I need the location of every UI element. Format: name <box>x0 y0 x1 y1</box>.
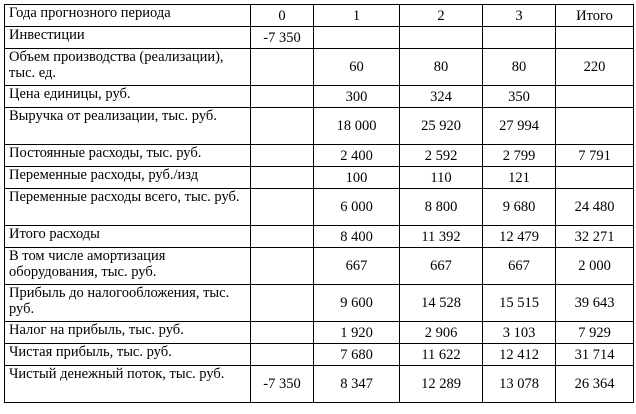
row-label: Налог на прибыль, тыс. руб. <box>5 322 251 344</box>
cell-year-3: 2 799 <box>483 145 556 167</box>
cell-year-0 <box>251 344 314 366</box>
cell-year-2: 25 920 <box>400 108 483 145</box>
table-row <box>5 167 634 189</box>
cell-year-0 <box>251 322 314 344</box>
cell-year-1: 8 347 <box>314 366 400 403</box>
table-row <box>5 344 634 366</box>
table-row <box>5 285 634 322</box>
cell-year-0 <box>251 167 314 189</box>
cell-year-2: 12 289 <box>400 366 483 403</box>
cell-year-3: 667 <box>483 248 556 285</box>
table-row <box>5 366 634 403</box>
cell-year-0: -7 350 <box>251 366 314 403</box>
row-label: Переменные расходы всего, тыс. руб. <box>5 189 251 226</box>
cell-year-3: 27 994 <box>483 108 556 145</box>
cell-year-0 <box>251 145 314 167</box>
cell-year-1: 9 600 <box>314 285 400 322</box>
row-label: Итого расходы <box>5 226 251 248</box>
cell-year-2: 2 906 <box>400 322 483 344</box>
header-cell-year-0: 0 <box>251 5 314 27</box>
cell-year-0 <box>251 189 314 226</box>
cell-year-1: 100 <box>314 167 400 189</box>
cell-year-3 <box>483 27 556 49</box>
cell-year-0: -7 350 <box>251 27 314 49</box>
table-row <box>5 226 634 248</box>
cell-total <box>556 167 634 189</box>
cell-year-1: 60 <box>314 49 400 86</box>
cell-year-2 <box>400 27 483 49</box>
cell-year-1: 8 400 <box>314 226 400 248</box>
table-row <box>5 322 634 344</box>
cell-total <box>556 108 634 145</box>
row-label: Цена единицы, руб. <box>5 86 251 108</box>
cell-total: 24 480 <box>556 189 634 226</box>
row-label: Чистый денежный поток, тыс. руб. <box>5 366 251 403</box>
header-cell-year-1: 1 <box>314 5 400 27</box>
header-cell-total: Итого <box>556 5 634 27</box>
cell-year-3: 13 078 <box>483 366 556 403</box>
cell-year-2: 8 800 <box>400 189 483 226</box>
table-row <box>5 189 634 226</box>
row-label: Прибыль до налогообложения, тыс. руб. <box>5 285 251 322</box>
row-label: Переменные расходы, руб./изд <box>5 167 251 189</box>
cell-total: 39 643 <box>556 285 634 322</box>
table-row <box>5 27 634 49</box>
forecast-table <box>4 4 634 403</box>
cell-year-0 <box>251 248 314 285</box>
cell-year-3: 9 680 <box>483 189 556 226</box>
cell-year-3: 121 <box>483 167 556 189</box>
cell-year-0 <box>251 108 314 145</box>
table-row <box>5 86 634 108</box>
cell-year-0 <box>251 49 314 86</box>
table-row <box>5 49 634 86</box>
row-label: Выручка от реализации, тыс. руб. <box>5 108 251 145</box>
cell-year-1: 6 000 <box>314 189 400 226</box>
table-header-row <box>5 5 634 27</box>
row-label: Объем производства (реализации), тыс. ед. <box>5 49 251 86</box>
row-label: В том числе амортизация оборудования, тыс. руб. <box>5 248 251 285</box>
cell-total: 31 714 <box>556 344 634 366</box>
cell-year-1: 2 400 <box>314 145 400 167</box>
cell-total: 32 271 <box>556 226 634 248</box>
cell-year-0 <box>251 285 314 322</box>
row-label: Чистая прибыль, тыс. руб. <box>5 344 251 366</box>
table-row <box>5 145 634 167</box>
cell-year-3: 12 412 <box>483 344 556 366</box>
cell-year-1 <box>314 27 400 49</box>
row-label: Постоянные расходы, тыс. руб. <box>5 145 251 167</box>
cell-year-3: 80 <box>483 49 556 86</box>
table-row <box>5 248 634 285</box>
cell-total: 7 791 <box>556 145 634 167</box>
cell-year-3: 350 <box>483 86 556 108</box>
cell-total: 220 <box>556 49 634 86</box>
cell-year-2: 110 <box>400 167 483 189</box>
cell-year-2: 2 592 <box>400 145 483 167</box>
cell-year-0 <box>251 226 314 248</box>
cell-year-2: 11 622 <box>400 344 483 366</box>
cell-year-1: 1 920 <box>314 322 400 344</box>
cell-year-3: 15 515 <box>483 285 556 322</box>
cell-year-0 <box>251 86 314 108</box>
cell-year-2: 14 528 <box>400 285 483 322</box>
cell-year-1: 667 <box>314 248 400 285</box>
row-label: Инвестиции <box>5 27 251 49</box>
header-cell-year-2: 2 <box>400 5 483 27</box>
table-row <box>5 108 634 145</box>
cell-total: 2 000 <box>556 248 634 285</box>
cell-total <box>556 27 634 49</box>
cell-year-3: 3 103 <box>483 322 556 344</box>
cell-year-1: 300 <box>314 86 400 108</box>
cell-year-1: 7 680 <box>314 344 400 366</box>
cell-total <box>556 86 634 108</box>
cell-year-2: 667 <box>400 248 483 285</box>
cell-total: 26 364 <box>556 366 634 403</box>
cell-year-3: 12 479 <box>483 226 556 248</box>
header-cell-year-3: 3 <box>483 5 556 27</box>
header-cell-period: Года прогнозного периода <box>5 5 251 27</box>
cell-year-2: 324 <box>400 86 483 108</box>
cell-year-1: 18 000 <box>314 108 400 145</box>
cell-year-2: 11 392 <box>400 226 483 248</box>
cell-year-2: 80 <box>400 49 483 86</box>
cell-total: 7 929 <box>556 322 634 344</box>
